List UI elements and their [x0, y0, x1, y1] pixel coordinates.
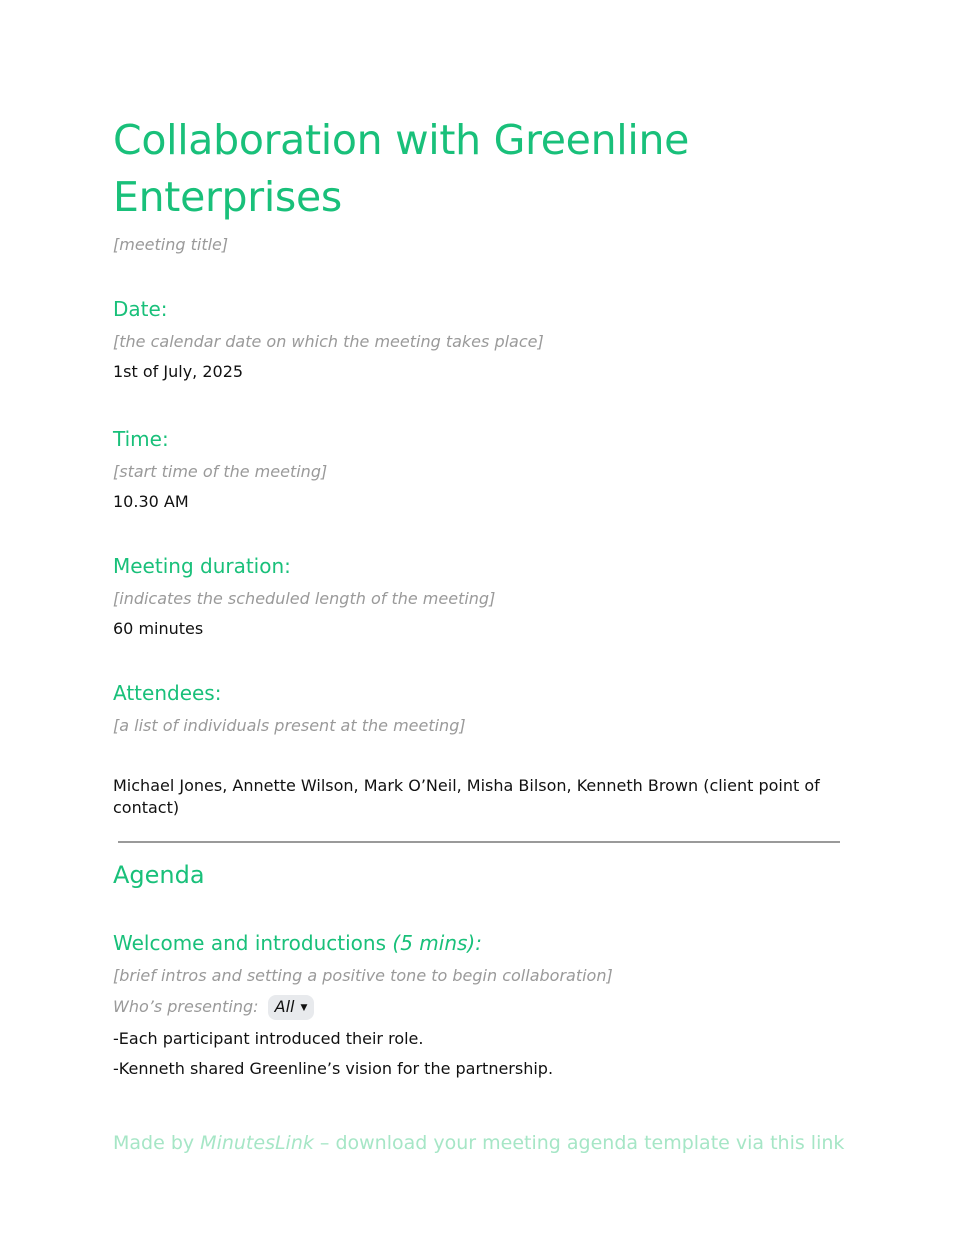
agenda-item-name: Welcome and introductions: [113, 931, 387, 955]
agenda-item-title: [113, 930, 482, 956]
date-label: Date:: [113, 297, 168, 321]
document-title: Collaboration with Greenline Enterprises: [113, 116, 690, 221]
attendees-value: Michael Jones, Annette Wilson, Mark O’Neil, Misha Bilson, Kenneth Brown (client point of contact): [113, 776, 820, 817]
agenda-item-hint: [brief intros and setting a positive tone to begin collaboration]: [113, 966, 613, 985]
footer-prefix: Made by: [113, 1132, 201, 1154]
presenter-row: [113, 995, 314, 1020]
presenter-dropdown[interactable]: [268, 995, 315, 1020]
agenda-note: -Kenneth shared Greenline’s vision for the partnership.: [113, 1059, 554, 1078]
duration-value: 60 minutes: [113, 619, 204, 638]
presenter-label: Who’s presenting:: [113, 997, 259, 1016]
agenda-item-duration: (5 mins):: [392, 931, 482, 955]
time-label: Time:: [113, 427, 169, 451]
attendees-hint: [a list of individuals present at the meeting]: [113, 716, 466, 735]
presenter-value: All: [274, 997, 295, 1016]
date-value: 1st of July, 2025: [113, 362, 244, 381]
agenda-heading: Agenda: [113, 861, 205, 889]
agenda-note: -Each participant introduced their role.: [113, 1029, 424, 1048]
duration-hint: [indicates the scheduled length of the meeting]: [113, 589, 496, 608]
footer-brand: MinutesLink: [200, 1132, 314, 1154]
duration-label: Meeting duration:: [113, 554, 291, 578]
section-divider: [118, 841, 840, 843]
title-hint: [meeting title]: [113, 235, 229, 254]
footer-suffix: – download your meeting agenda template via this link: [313, 1132, 845, 1154]
date-hint: [the calendar date on which the meeting takes place]: [113, 332, 544, 351]
time-value: 10.30 AM: [113, 492, 189, 511]
caret-down-icon: ▼: [300, 1003, 308, 1013]
attendees-label: Attendees:: [113, 681, 222, 705]
time-hint: [start time of the meeting]: [113, 462, 328, 481]
footer-link[interactable]: [113, 1130, 844, 1156]
